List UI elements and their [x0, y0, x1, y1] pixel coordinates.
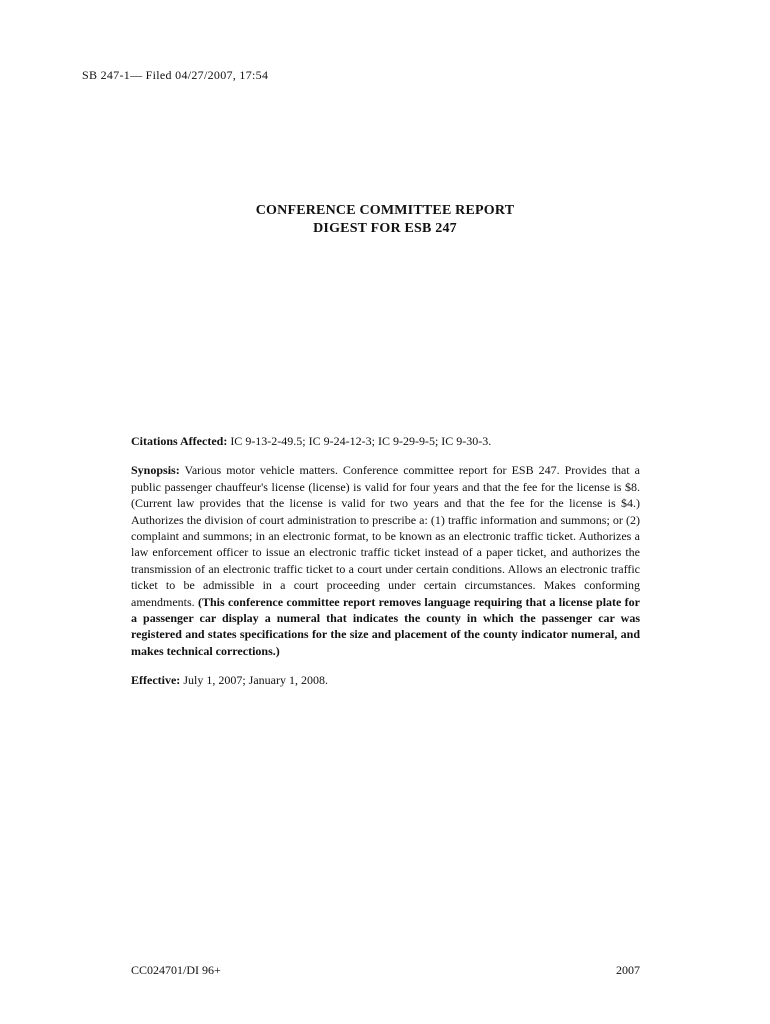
effective-label: Effective:	[131, 673, 181, 688]
synopsis-bold-text: (This conference committee report removes language requiring that a license plate for a passenger car display a numeral that indicates the county in which the passenger car was registered and states specifications for the size and placement of the county indicator numeral, and makes technical corrections.)	[131, 594, 641, 658]
effective-paragraph	[131, 672, 640, 688]
footer-document-code: CC024701/DI 96+	[131, 963, 221, 977]
synopsis-text: Various motor vehicle matters. Conference committee report for ESB 247. Provides that a public passenger chauffeur's license (license) is valid for four years and that the fee for the license is $8. (Current law provides that the license is valid for two years and that the fee for the license is $4.) Authorizes the division of court administration to prescribe a: (1) traffic information and summons; or (2) complaint and summons; in an electronic format, to be known as an electronic traffic ticket. Authorizes a law enforcement officer to issue an electronic traffic ticket instead of a paper ticket, and authorizes the transmission of an electronic traffic ticket to a court under certain conditions. Allows an electronic traffic ticket to be admissible in a court proceeding under certain circumstances. Makes conforming amendments.	[131, 463, 640, 609]
digest-body	[131, 433, 640, 702]
synopsis-paragraph	[131, 462, 640, 659]
footer-year: 2007	[616, 963, 640, 977]
citations-label: Citations Affected:	[131, 434, 228, 448]
title-line-2: DIGEST FOR ESB 247	[313, 221, 457, 236]
citations-text: IC 9-13-2-49.5; IC 9-24-12-3; IC 9-29-9-5; IC 9-30-3.	[230, 434, 492, 448]
report-title	[0, 202, 770, 238]
title-line-1: CONFERENCE COMMITTEE REPORT	[255, 203, 515, 218]
filing-header: SB 247-1— Filed 04/27/2007, 17:54	[82, 68, 269, 82]
citations-paragraph	[131, 433, 640, 449]
synopsis-label: Synopsis:	[131, 463, 180, 478]
effective-text: July 1, 2007; January 1, 2008.	[183, 673, 328, 688]
